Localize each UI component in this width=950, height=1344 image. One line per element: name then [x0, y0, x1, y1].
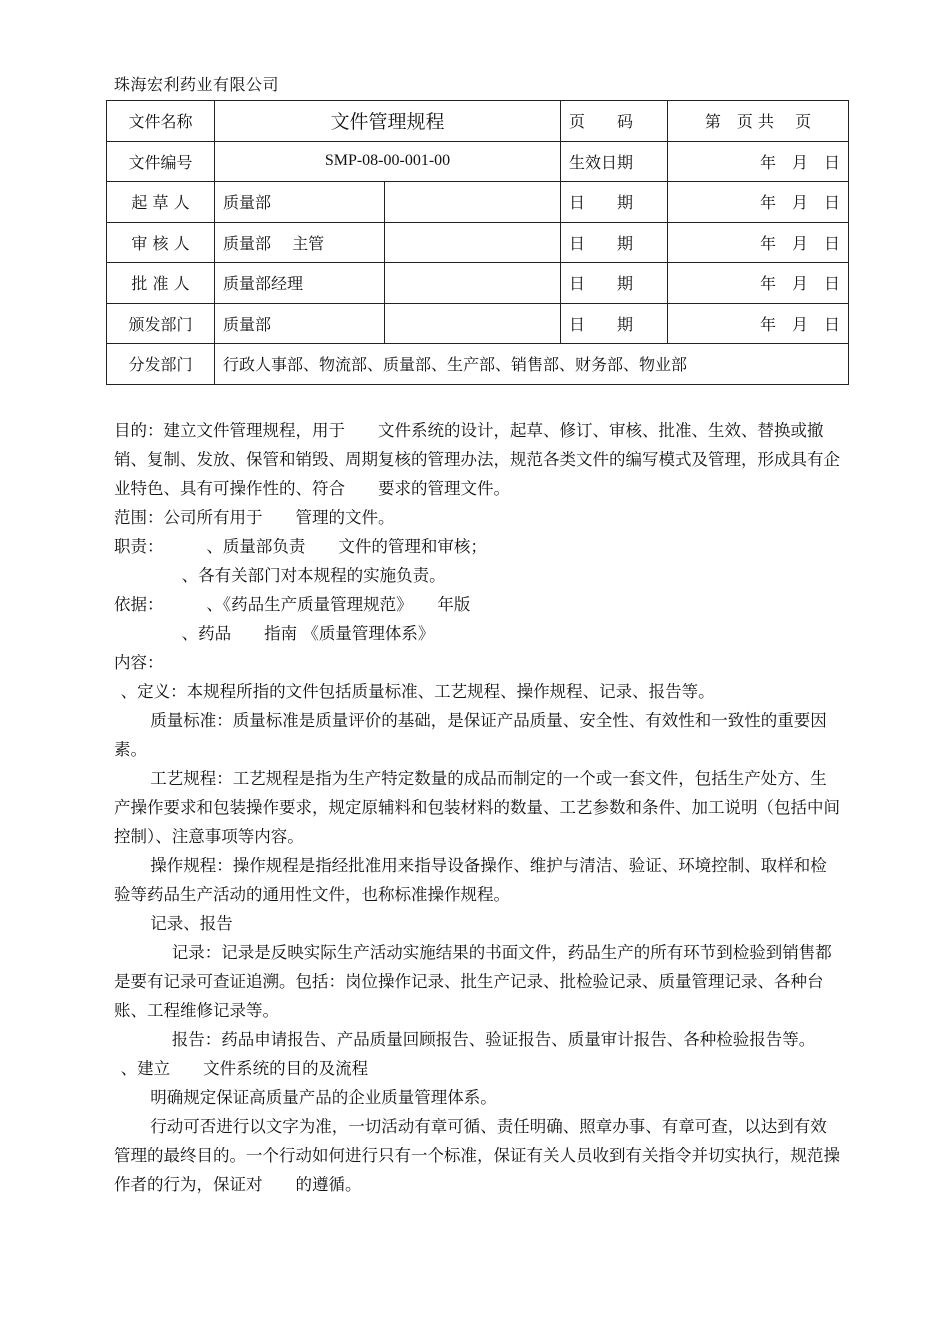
doc-name-value: 文件管理规程 [215, 101, 561, 142]
issuer-value: 质量部 [215, 303, 385, 344]
distribution-label: 分发部门 [107, 344, 215, 385]
establish-heading: 、建立 文件系统的目的及流程 [120, 1059, 369, 1078]
reviewer-date-label: 日 期 [561, 222, 668, 263]
duty-item-1: 、质量部负责 文件的管理和审核； [206, 537, 487, 556]
header-row-approver [107, 263, 849, 304]
drafter-label: 起 草 人 [107, 182, 215, 223]
header-row-drafter [107, 182, 849, 223]
duty-item-2: 、各有关部门对本规程的实施负责。 [181, 566, 446, 585]
doc-name-label: 文件名称 [107, 101, 215, 142]
doc-no-label: 文件编号 [107, 141, 215, 182]
issuer-label: 颁发部门 [107, 303, 215, 344]
page-value: 第 页 共 页 [668, 101, 849, 142]
issuer-signature [385, 303, 561, 344]
document-header-table [106, 100, 849, 385]
reviewer-signature [385, 222, 561, 263]
content-label: 内容： [114, 653, 164, 672]
establish-paragraph-1: 明确规定保证高质量产品的企业质量管理体系。 [150, 1088, 497, 1107]
approver-label: 批 准 人 [107, 263, 215, 304]
page-label: 页 码 [561, 101, 668, 142]
reports-paragraph: 报告：药品申请报告、产品质量回顾报告、验证报告、质量审计报告、各种检验报告等。 [171, 1030, 816, 1049]
reviewer-label: 审 核 人 [107, 222, 215, 263]
effective-date-label: 生效日期 [561, 141, 668, 182]
distribution-value: 行政人事部、物流部、质量部、生产部、销售部、财务部、物业部 [215, 344, 849, 385]
header-row-doc-no [107, 141, 849, 182]
approver-date-label: 日 期 [561, 263, 668, 304]
doc-no-value: SMP-08-00-001-00 [215, 141, 561, 182]
basis-line-1 [114, 590, 840, 619]
quality-standard-paragraph: 质量标准：质量标准是质量评价的基础，是保证产品质量、安全性、有效性和一致性的重要因素。 [114, 711, 827, 759]
reviewer-value: 质量部 主管 [215, 222, 385, 263]
issuer-date-label: 日 期 [561, 303, 668, 344]
duty-label: 职责： [114, 537, 164, 556]
header-row-issuer [107, 303, 849, 344]
basis-item-2: 、药品 指南 《质量管理体系》 [181, 624, 435, 643]
approver-value: 质量部经理 [215, 263, 385, 304]
scope-paragraph: 范围：公司所有用于 管理的文件。 [114, 508, 395, 527]
establish-paragraph-2: 行动可否进行以文字为准，一切活动有章可循、责任明确、照章办事、有章可查，以达到有效管理的最终目的。一个行动如何进行只有一个标准，保证有关人员收到有关指令并切实执行，规范操作者的行为，保证对 的遵循。 [114, 1117, 840, 1194]
approver-signature [385, 263, 561, 304]
process-spec-paragraph: 工艺规程：工艺规程是指为生产特定数量的成品而制定的一个或一套文件，包括生产处方、生产操作要求和包装操作要求，规定原辅料和包装材料的数量、工艺参数和条件、加工说明（包括中间控制）、注意事项等内容。 [114, 769, 840, 846]
company-name: 珠海宏利药业有限公司 [114, 75, 280, 94]
header-row-reviewer [107, 222, 849, 263]
purpose-paragraph: 目的：建立文件管理规程，用于 文件系统的设计，起草、修订、审核、批准、生效、替换或撤销、复制、发放、保管和销毁、周期复核的管理办法，规范各类文件的编写模式及管理，形成具有企业特色、具有可操作性的、符合 要求的管理文件。 [114, 421, 840, 498]
basis-item-1: 、《药品生产质量管理规范》 年版 [206, 595, 471, 614]
basis-label: 依据： [114, 595, 164, 614]
header-row-distribution [107, 344, 849, 385]
records-reports-heading: 记录、报告 [150, 914, 233, 933]
approver-date-value: 年 月 日 [668, 263, 849, 304]
header-row-doc-name [107, 101, 849, 142]
effective-date-value: 年 月 日 [668, 141, 849, 182]
drafter-date-value: 年 月 日 [668, 182, 849, 223]
drafter-signature [385, 182, 561, 223]
records-paragraph: 记录：记录是反映实际生产活动实施结果的书面文件，药品生产的所有环节到检验到销售都是要有记录可查证追溯。包括：岗位操作记录、批生产记录、批检验记录、质量管理记录、各种台账、工程维修记录等。 [114, 943, 832, 1020]
duty-line-1 [114, 532, 840, 561]
drafter-date-label: 日 期 [561, 182, 668, 223]
issuer-date-value: 年 月 日 [668, 303, 849, 344]
drafter-value: 质量部 [215, 182, 385, 223]
operating-procedure-paragraph: 操作规程：操作规程是指经批准用来指导设备操作、维护与清洁、验证、环境控制、取样和检验等药品生产活动的通用性文件，也称标准操作规程。 [114, 856, 827, 904]
reviewer-date-value: 年 月 日 [668, 222, 849, 263]
document-body [114, 416, 840, 1199]
definition-paragraph: 、定义：本规程所指的文件包括质量标准、工艺规程、操作规程、记录、报告等。 [120, 682, 715, 701]
